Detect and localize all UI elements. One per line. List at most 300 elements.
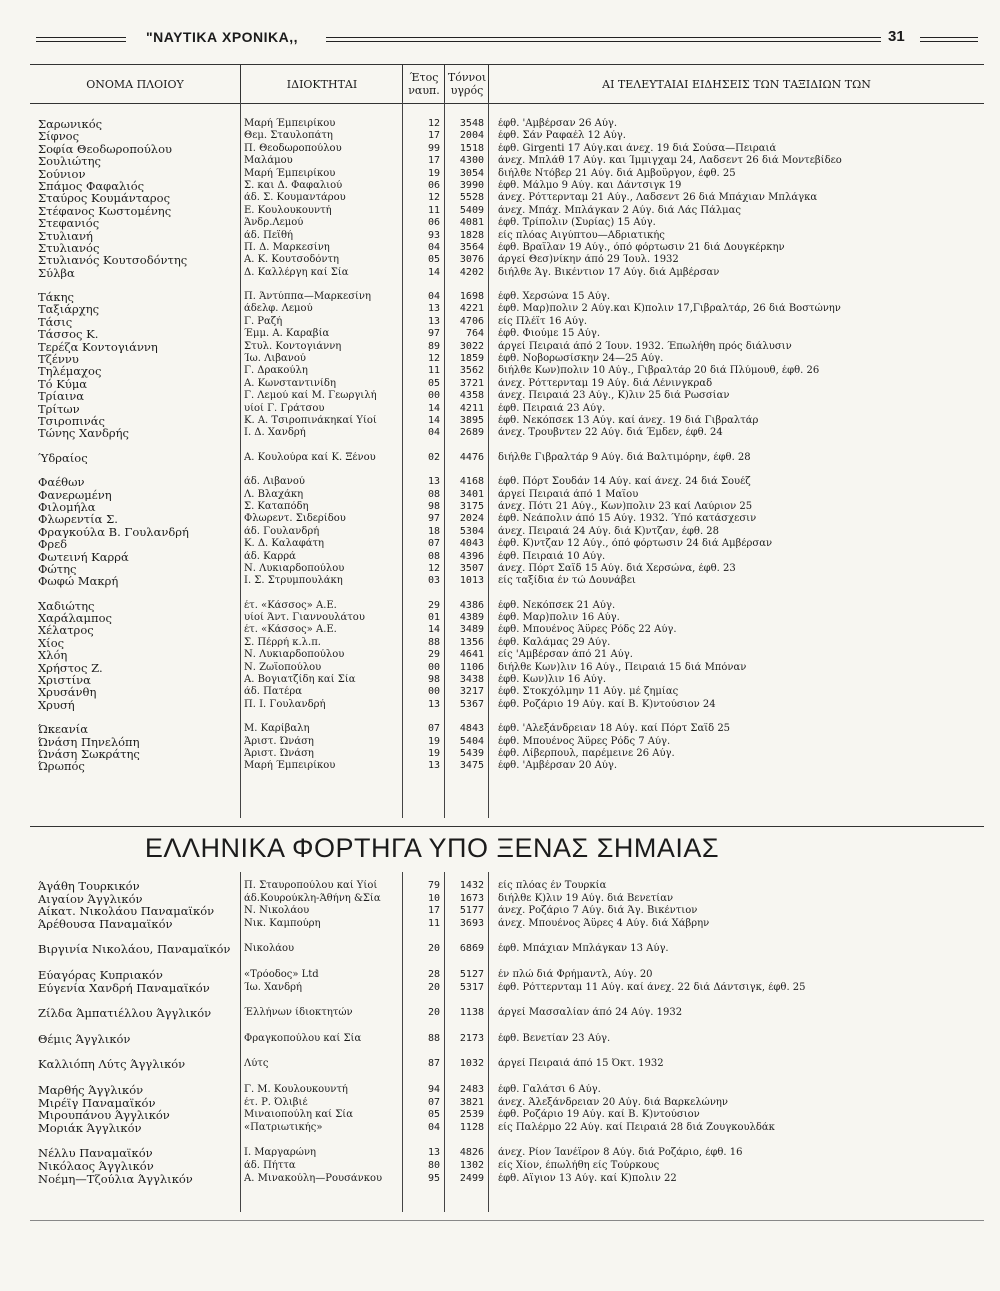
voyage-news: έφθ. Νεκόπσεκ 21 Αύγ. bbox=[498, 599, 616, 611]
build-year: 14 bbox=[427, 414, 440, 426]
voyage-news: έφθ. Μπουένος Άϋρες Ρόδς 7 Αύγ. bbox=[498, 735, 671, 747]
owners: Λ. Βλαχάκη bbox=[244, 488, 304, 500]
owners: Μαλάμου bbox=[244, 155, 293, 167]
build-year: 08 bbox=[427, 550, 440, 562]
owners: Έμμ. Α. Καραβία bbox=[244, 328, 330, 340]
voyage-news: άνεχ. Ρίον Ίανέϊρον 8 Αύγ. διά Ροζάριο, έφθ. 16 bbox=[498, 1147, 743, 1159]
voyage-news: έφθ. 'Αλεξάνδρειαν 18 Αύγ. καί Πόρτ Σαΐδ 25 bbox=[498, 723, 731, 735]
voyage-news: άνεχ. Μπάχ. Μπλάγκαν 2 Αύγ. διά Λάς Πάλμας bbox=[498, 204, 742, 216]
owners: Άριστ. Ώνάση bbox=[244, 747, 314, 759]
table-row bbox=[30, 168, 970, 180]
voyage-news: έφθ. Μαρ)πολιν 16 Αύγ. bbox=[498, 612, 620, 624]
ship-name: Ώνάση Σωκράτης bbox=[38, 747, 140, 761]
voyage-news: έφθ. Πόρτ Σουδάν 14 Αύγ. καί άνεχ. 24 διά Σουέζ bbox=[498, 476, 751, 488]
voyage-news: έφθ. Αϊγιον 13 Αύγ. καί Κ)πολιν 22 bbox=[498, 1172, 677, 1184]
voyage-news: άνεχ. Ρόττερνταμ 19 Αύγ. διά Λένινγκραδ bbox=[498, 377, 713, 389]
tonnage: 3990 bbox=[459, 179, 484, 191]
voyage-news: διήλθε Κων)πολιν 10 Αύγ., Γιβραλτάρ 20 διά Πλύμουθ, έφθ. 26 bbox=[498, 365, 820, 377]
table-row bbox=[30, 217, 970, 229]
ship-name: Άγάθη Τουρκικόν bbox=[38, 880, 140, 893]
ship-name: Νικόλαος Άγγλικόν bbox=[38, 1159, 154, 1173]
owners: Άριστ. Ώνάση bbox=[244, 735, 314, 747]
ship-name: Σούνιον bbox=[38, 167, 86, 180]
table-row bbox=[30, 303, 970, 315]
voyage-news: έφθ. Νοβορωσίσκην 24—25 Αύγ. bbox=[498, 353, 664, 365]
build-year: 94 bbox=[427, 1083, 440, 1095]
build-year: 13 bbox=[427, 315, 440, 327]
voyage-news: άνεχ. Άλεξάνδρειαν 20 Αύγ. διά Βαρκελώνην bbox=[498, 1096, 728, 1108]
tonnage: 3821 bbox=[459, 1096, 484, 1108]
table-row bbox=[30, 760, 970, 772]
owners: Ν. Λυκιαρδοπούλου bbox=[244, 649, 345, 661]
table-row bbox=[30, 501, 970, 513]
table-row bbox=[30, 699, 970, 711]
build-year: 05 bbox=[427, 254, 440, 266]
table-row bbox=[30, 230, 970, 242]
ship-name: Ώρωπός bbox=[38, 760, 85, 773]
tonnage: 3507 bbox=[459, 562, 484, 574]
ship-name: Ταξιάρχης bbox=[38, 303, 100, 316]
owners: Σ. Καταπόδη bbox=[244, 500, 309, 512]
tonnage: 1013 bbox=[459, 575, 484, 587]
tonnage: 1032 bbox=[459, 1058, 484, 1070]
ship-name: Σοφία Θεοδωροπούλου bbox=[38, 142, 173, 156]
table-row bbox=[30, 943, 970, 956]
table-row bbox=[30, 242, 970, 254]
ship-group bbox=[30, 476, 970, 588]
owners: Α. Μινακούλη—Ρουσάνκου bbox=[244, 1172, 383, 1184]
ship-name: Σίφνος bbox=[38, 130, 80, 143]
ship-name: Τρίαινα bbox=[38, 390, 84, 403]
tonnage: 5304 bbox=[459, 525, 484, 537]
tonnage: 1128 bbox=[459, 1121, 484, 1133]
table-row bbox=[30, 452, 970, 464]
owners: άδ. Πατέρα bbox=[244, 686, 302, 698]
ship-name: Στεφανιός bbox=[38, 217, 100, 230]
ship-name: Φρεδ bbox=[38, 538, 68, 551]
build-year: 13 bbox=[427, 760, 440, 772]
ship-name: Χλόη bbox=[38, 649, 68, 662]
ship-name: Χρυσή bbox=[38, 698, 75, 712]
table-row bbox=[30, 600, 970, 612]
ship-name: Τρίτων bbox=[38, 402, 80, 415]
ship-name: Τηλέμαχος bbox=[38, 365, 102, 378]
tonnage: 4826 bbox=[459, 1147, 484, 1159]
voyage-news: έφθ. Μαρ)πολιν 2 Αύγ.και Κ)πολιν 17,Γιβραλτάρ, 26 διά Βοστώνην bbox=[498, 303, 841, 315]
tonnage: 4221 bbox=[459, 303, 484, 315]
tonnage: 4300 bbox=[459, 155, 484, 167]
ship-name: Αιγαίον Άγγλικόν bbox=[38, 892, 143, 906]
ship-name: Φραγκούλα Β. Γουλανδρή bbox=[38, 525, 189, 539]
build-year: 20 bbox=[427, 943, 440, 955]
build-year: 88 bbox=[427, 636, 440, 648]
build-year: 19 bbox=[427, 735, 440, 747]
owners: Φλωρεντ. Σιδερίδου bbox=[244, 513, 346, 525]
build-year: 14 bbox=[427, 624, 440, 636]
build-year: 17 bbox=[427, 905, 440, 917]
ship-name: Στυλιανή bbox=[38, 229, 93, 242]
owners: Ε. Κουλουκουντή bbox=[244, 204, 332, 216]
ship-name: Χριστίνα bbox=[38, 674, 91, 687]
voyage-news: είς πλόας έν Τουρκία bbox=[498, 880, 607, 891]
owners: Ι. Σ. Στρυμπουλάκη bbox=[244, 575, 343, 587]
ship-name: Φωφώ Μακρή bbox=[38, 575, 119, 588]
voyage-news: έφθ. Ροζάριο 19 Αύγ. καί Β. Κ)ντούσιον 24 bbox=[498, 698, 716, 710]
tonnage: 4202 bbox=[459, 266, 484, 278]
build-year: 93 bbox=[427, 229, 440, 241]
tonnage: 764 bbox=[465, 328, 484, 340]
ship-name: Χαδιώτης bbox=[38, 599, 95, 613]
tonnage: 4389 bbox=[459, 612, 484, 624]
tonnage: 4081 bbox=[459, 217, 484, 229]
owners: έτ. «Κάσσος» Α.Ε. bbox=[244, 599, 337, 611]
build-year: 03 bbox=[427, 575, 440, 587]
build-year: 06 bbox=[427, 179, 440, 191]
ship-group bbox=[30, 1033, 970, 1046]
tonnage: 1432 bbox=[459, 880, 484, 891]
build-year: 11 bbox=[427, 365, 440, 377]
ship-name: Αίκατ. Νικολάου Παναμαϊκόν bbox=[38, 905, 215, 918]
voyage-news: άνεχ. Ρόττερνταμ 21 Αύγ., Λαδσεντ 26 διά Μπάχιαν Μπλάγκα bbox=[498, 192, 818, 204]
tonnage: 4843 bbox=[459, 723, 484, 735]
bottom-rule bbox=[30, 1220, 984, 1231]
tonnage: 1698 bbox=[459, 291, 484, 303]
voyage-news: είς Πλέϊτ 16 Αύγ. bbox=[498, 315, 588, 327]
build-year: 98 bbox=[427, 500, 440, 512]
build-year: 01 bbox=[427, 612, 440, 624]
table-row bbox=[30, 969, 970, 982]
voyage-news: είς 'Αμβέρσαν άπό 21 Αύγ. bbox=[498, 649, 633, 661]
build-year: 12 bbox=[427, 118, 440, 129]
table-row bbox=[30, 723, 970, 735]
voyage-news: άργεί Πειραιά άπό 1 Μαΐου bbox=[498, 488, 639, 500]
owners: υίοί Γ. Γράτσου bbox=[244, 402, 325, 414]
ship-name: Χέλατρος bbox=[38, 624, 94, 637]
owners: Π. Θεοδωροπούλου bbox=[244, 142, 342, 154]
build-year: 04 bbox=[427, 1121, 440, 1133]
voyage-news: διήλθε Κ)λιν 19 Αύγ. διά Βενετίαν bbox=[498, 892, 674, 904]
voyage-news: είς πλόας Αιγύπτου—Αδριατικής bbox=[498, 229, 665, 241]
tonnage: 3217 bbox=[459, 686, 484, 698]
table-row bbox=[30, 130, 970, 142]
owners: άδ.Κουρούκλη-Άθήνη &Σία bbox=[244, 892, 381, 904]
tonnage: 3475 bbox=[459, 760, 484, 772]
table-row bbox=[30, 538, 970, 550]
ship-name: Σταύρος Κουμάνταρος bbox=[38, 192, 171, 205]
ship-name: Μοριάκ Άγγλικόν bbox=[38, 1121, 142, 1135]
col-year-header: Έτος ναυπ. bbox=[402, 65, 445, 103]
table-row bbox=[30, 155, 970, 167]
voyage-news: έφθ. Μάλμο 9 Αύγ. και Δάντσιγκ 19 bbox=[498, 179, 682, 191]
tonnage: 4168 bbox=[459, 476, 484, 488]
owners: Λύτς bbox=[244, 1058, 269, 1070]
owners: «Πατριωτικής» bbox=[244, 1121, 323, 1133]
owners: Π. Σταυροπούλου καί Υίοί bbox=[244, 880, 378, 891]
build-year: 08 bbox=[427, 488, 440, 500]
ship-group bbox=[30, 723, 970, 773]
owners: Άνδρ.Λεμού bbox=[244, 217, 304, 229]
build-year: 10 bbox=[427, 892, 440, 904]
voyage-news: έφθ. Βενετίαν 23 Αύγ. bbox=[498, 1032, 611, 1044]
build-year: 29 bbox=[427, 649, 440, 661]
tonnage: 1518 bbox=[459, 142, 484, 154]
voyage-news: έφθ. Μπάχιαν Μπλάγκαν 13 Αύγ. bbox=[498, 943, 669, 955]
table-row bbox=[30, 1097, 970, 1110]
ship-group bbox=[30, 1147, 970, 1185]
build-year: 00 bbox=[427, 686, 440, 698]
tonnage: 4706 bbox=[459, 315, 484, 327]
ship-name: Εύαγόρας Κυπριακόν bbox=[38, 968, 163, 982]
owners: Ν. Λυκιαρδοπούλου bbox=[244, 562, 345, 574]
voyage-news: άνεχ. Τρουβντεν 22 Αύγ. διά Έμδεν, έφθ. 24 bbox=[498, 427, 723, 439]
owners: Α. Κουλούρα καί Κ. Ξένου bbox=[244, 451, 376, 463]
table-row bbox=[30, 575, 970, 587]
owners: άδ. Λιβανού bbox=[244, 476, 305, 488]
build-year: 11 bbox=[427, 917, 440, 929]
voyage-news: έφθ. Girgenti 17 Αύγ.και άνεχ. 19 διά Σούσα—Πειραιά bbox=[498, 142, 777, 154]
tonnage: 3721 bbox=[459, 377, 484, 389]
ship-name: Νοέμη—Τζούλια Άγγλικόν bbox=[38, 1172, 193, 1186]
tonnage: 1828 bbox=[459, 229, 484, 241]
table-row bbox=[30, 624, 970, 636]
ship-group bbox=[30, 880, 970, 930]
col-tonnage-header: Τόννοι υγρός bbox=[444, 65, 489, 103]
owners: Α. Κωνσταντινίδη bbox=[244, 377, 336, 389]
table-row bbox=[30, 341, 970, 353]
build-year: 04 bbox=[427, 427, 440, 439]
owners: υίοί Άντ. Γιαννουλάτου bbox=[244, 612, 365, 624]
table-row bbox=[30, 1084, 970, 1097]
build-year: 13 bbox=[427, 1147, 440, 1159]
build-year: 06 bbox=[427, 217, 440, 229]
table-row bbox=[30, 291, 970, 303]
build-year: 05 bbox=[427, 377, 440, 389]
ship-name: Φανερωμένη bbox=[38, 488, 112, 501]
voyage-news: έφθ. Ρόττερνταμ 11 Αύγ. καί άνεχ. 22 διά Δάντσιγκ, έφθ. 25 bbox=[498, 981, 806, 993]
ship-name: Φλωρεντία Σ. bbox=[38, 513, 118, 526]
voyage-news: άνεχ. Πόρτ Σαΐδ 15 Αύγ. διά Χερσώνα, έφθ. 23 bbox=[498, 562, 736, 574]
voyage-news: έν πλώ διά Φρήμαντλ, Αύγ. 20 bbox=[498, 968, 653, 980]
ship-name: Σύλβα bbox=[38, 266, 75, 280]
table-row bbox=[30, 365, 970, 377]
owners: Μαρή Έμπειρίκου bbox=[244, 118, 336, 129]
build-year: 88 bbox=[427, 1032, 440, 1044]
voyage-news: έφθ. Καλάμας 29 Αύγ. bbox=[498, 636, 611, 648]
ship-name: Τάσσος Κ. bbox=[38, 328, 99, 341]
ship-name: Τερέζα Κοντογιάννη bbox=[38, 340, 158, 354]
table-row bbox=[30, 905, 970, 918]
owners: Α. Κ. Κουτσοδόντη bbox=[244, 254, 339, 266]
running-header bbox=[36, 28, 978, 54]
section-title: ΕΛΛΗΝΙΚΑ ΦΟΡΤΗΓΑ ΥΠΟ ΞΕΝΑΣ ΣΗΜΑΙΑΣ bbox=[144, 833, 720, 863]
owners: άδ. Γουλανδρή bbox=[244, 525, 320, 537]
table-row bbox=[30, 880, 970, 893]
build-year: 11 bbox=[427, 204, 440, 216]
table-row bbox=[30, 748, 970, 760]
header-rule bbox=[36, 37, 126, 42]
owners: Νικ. Καμπούρη bbox=[244, 917, 321, 929]
tonnage: 1859 bbox=[459, 353, 484, 365]
ship-group bbox=[30, 1007, 970, 1020]
voyage-news: έφθ. Βραΐλαν 19 Αύγ., όπό φόρτωσιν 21 διά Δουγκέρκην bbox=[498, 241, 785, 253]
owners: «Τρόοδος» Ltd bbox=[244, 968, 319, 980]
voyage-news: άνεχ. Πότι 21 Αύγ., Κων)πολιν 23 καί Λαύριον 25 bbox=[498, 500, 753, 512]
build-year: 14 bbox=[427, 402, 440, 414]
owners: έτ. Ρ. Όλιβιέ bbox=[244, 1096, 308, 1108]
tonnage: 4386 bbox=[459, 599, 484, 611]
voyage-news: έφθ. 'Αμβέρσαν 26 Αύγ. bbox=[498, 118, 618, 129]
owners: Ν. Νικολάου bbox=[244, 905, 310, 917]
owners: Π. Ι. Γουλανδρή bbox=[244, 698, 326, 710]
build-year: 04 bbox=[427, 291, 440, 303]
voyage-news: έφθ. Λίβερπουλ, παρέμεινε 26 Αύγ. bbox=[498, 747, 675, 759]
owners: Π. Άντύππα—Μαρκεσίνη bbox=[244, 291, 372, 303]
build-year: 13 bbox=[427, 303, 440, 315]
build-year: 87 bbox=[427, 1058, 440, 1070]
build-year: 95 bbox=[427, 1172, 440, 1184]
tonnage: 3895 bbox=[459, 414, 484, 426]
owners: Ίω. Χανδρή bbox=[244, 981, 302, 993]
owners: Γ. Ραζή bbox=[244, 315, 283, 327]
voyage-news: διήλθε Γιβραλτάρ 9 Αύγ. διά Βαλτιμόρην, έφθ. 28 bbox=[498, 451, 751, 463]
owners: Στυλ. Κοντογιάννη bbox=[244, 340, 342, 352]
tonnage: 5404 bbox=[459, 735, 484, 747]
voyage-news: άνεχ. Ροζάριο 7 Αύγ. διά Άγ. Βικέντιον bbox=[498, 905, 698, 917]
ship-group bbox=[30, 600, 970, 712]
table-row bbox=[30, 918, 970, 931]
owners: Γ. Λεμού καί Μ. Γεωργιλή bbox=[244, 390, 377, 402]
voyage-news: διήλθε Άγ. Βικέντιον 17 Αύγ. διά Αμβέρσαν bbox=[498, 266, 720, 278]
table-row bbox=[30, 254, 970, 266]
build-year: 12 bbox=[427, 353, 440, 365]
owners: άδ. Πεϊθή bbox=[244, 229, 293, 241]
owners: Μαρή Έμπειρίκου bbox=[244, 167, 336, 179]
table-row bbox=[30, 612, 970, 624]
ship-group bbox=[30, 118, 970, 279]
ship-name: Νέλλυ Παναμαϊκόν bbox=[38, 1147, 153, 1160]
tonnage: 3548 bbox=[459, 118, 484, 129]
tonnage: 4043 bbox=[459, 538, 484, 550]
table-row bbox=[30, 1173, 970, 1186]
build-year: 00 bbox=[427, 661, 440, 673]
table-row bbox=[30, 378, 970, 390]
table-row bbox=[30, 427, 970, 439]
owners: Ίω. Λιβανού bbox=[244, 353, 306, 365]
col-info-header: ΑΙ ΤΕΛΕΥΤΑΙΑΙ ΕΙΔΗΣΕΙΣ ΤΩΝ ΤΑΞΙΔΙΩΝ ΤΩΝ bbox=[488, 65, 984, 103]
voyage-news: άνεχ. Πειραιά 23 Αύγ., Κ)λιν 25 διά Ρωσσίαν bbox=[498, 390, 730, 402]
build-year: 17 bbox=[427, 155, 440, 167]
tonnage: 3562 bbox=[459, 365, 484, 377]
tonnage: 2173 bbox=[459, 1032, 484, 1044]
voyage-news: έφθ. Χερσώνα 15 Αύγ. bbox=[498, 291, 611, 303]
table-row bbox=[30, 982, 970, 995]
tonnage: 2689 bbox=[459, 427, 484, 439]
owners: έτ. «Κάσσος» Α.Ε. bbox=[244, 624, 337, 636]
voyage-news: έφθ. Ροζάριο 19 Αύγ. καί Β. Κ)ντούσιον bbox=[498, 1109, 700, 1121]
owners: άδελφ. Λεμού bbox=[244, 303, 313, 315]
table-row bbox=[30, 316, 970, 328]
voyage-news: διήλθε Κων)λιν 16 Αύγ., Πειραιά 15 διά Μπόναν bbox=[498, 661, 747, 673]
ship-name: Σαρωνικός bbox=[38, 118, 103, 131]
ship-name: Σουλιώτης bbox=[38, 155, 101, 168]
voyage-news: άνεχ. Μπλάθ 17 Αύγ. και Ίμμιγχαμ 24, Λαδσεντ 26 διά Μοντεβίδεο bbox=[498, 155, 842, 167]
build-year: 89 bbox=[427, 340, 440, 352]
ship-name: Τζέννυ bbox=[38, 353, 79, 366]
voyage-news: έφθ. Σάν Ραφαέλ 12 Αύγ. bbox=[498, 130, 626, 142]
build-year: 07 bbox=[427, 723, 440, 735]
table-row bbox=[30, 118, 970, 130]
owners: Ι. Μαργαρώνη bbox=[244, 1147, 317, 1159]
owners: Έλλήνων ίδιοκτητών bbox=[244, 1007, 353, 1019]
voyage-news: άργεί Πειραιά άπό 2 Ίουν. 1932. Έπωλήθη πρός διάλυσιν bbox=[498, 340, 792, 352]
owners: Μαρή Έμπειρίκου bbox=[244, 760, 336, 772]
table-row bbox=[30, 1147, 970, 1160]
voyage-news: έφθ. Πειραιά 23 Αύγ. bbox=[498, 402, 606, 414]
owners: Νικολάου bbox=[244, 943, 295, 955]
build-year: 28 bbox=[427, 968, 440, 980]
ship-name: Βιργινία Νικολάου, Παναμαϊκόν bbox=[38, 943, 231, 956]
voyage-news: έφθ. Κ)ντζαν 12 Αύγ., όπό φόρτωσιν 24 διά Αμβέρσαν bbox=[498, 538, 773, 550]
ship-name: Τάσις bbox=[38, 315, 73, 329]
tonnage: 3175 bbox=[459, 500, 484, 512]
build-year: 05 bbox=[427, 1109, 440, 1121]
voyage-news: άνεχ. Πειραιά 24 Αύγ. διά Κ)ντζαν, έφθ. 28 bbox=[498, 525, 720, 537]
ship-name: Τό Κύμα bbox=[38, 377, 88, 391]
tonnage: 1302 bbox=[459, 1159, 484, 1171]
journal-title: "ΝΑΥΤΙΚΑ ΧΡΟΝΙΚΑ,, bbox=[146, 29, 299, 45]
tonnage: 3076 bbox=[459, 254, 484, 266]
build-year: 19 bbox=[427, 167, 440, 179]
voyage-news: έφθ. 'Αμβέρσαν 20 Αύγ. bbox=[498, 760, 618, 772]
table-row bbox=[30, 674, 970, 686]
tonnage: 3489 bbox=[459, 624, 484, 636]
build-year: 79 bbox=[427, 880, 440, 891]
tonnage: 3401 bbox=[459, 488, 484, 500]
build-year: 98 bbox=[427, 674, 440, 686]
voyage-news: έφθ. Φιούμε 15 Αύγ. bbox=[498, 328, 600, 340]
build-year: 20 bbox=[427, 981, 440, 993]
ship-name: Τσιροπινάς bbox=[38, 414, 105, 428]
ship-name: Στυλιανός bbox=[38, 241, 100, 255]
ship-name: Τάκης bbox=[38, 291, 74, 304]
voyage-news: άργεί Θεσ)νίκην άπό 29 Ίουλ. 1932 bbox=[498, 254, 679, 266]
voyage-news: έφθ. Νεκόπσεκ 13 Αύγ. καί άνεχ. 19 διά Γιβραλτάρ bbox=[498, 414, 759, 426]
ship-name: Μαρθής Άγγλικόν bbox=[38, 1083, 144, 1097]
build-year: 97 bbox=[427, 513, 440, 525]
tonnage: 4358 bbox=[459, 390, 484, 402]
voyage-news: έφθ. Νεάπολιν άπό 15 Αύγ. 1932. Ύπό κατάσχεσιν bbox=[498, 513, 757, 525]
voyage-news: άνεχ. Μπουένος Άϋρες 4 Αύγ. διά Χάβρην bbox=[498, 917, 710, 929]
table-row bbox=[30, 390, 970, 402]
ship-name: Σπάμος Φαφαλιός bbox=[38, 179, 145, 193]
table-row bbox=[30, 736, 970, 748]
voyage-news: έφθ. Τρίπολιν (Συρίας) 15 Αύγ. bbox=[498, 217, 656, 229]
ship-name: Ώκεανία bbox=[38, 723, 88, 736]
ship-name: Φιλομήλα bbox=[38, 500, 96, 514]
build-year: 20 bbox=[427, 1007, 440, 1019]
ship-group bbox=[30, 943, 970, 956]
ship-name: Φώτης bbox=[38, 562, 77, 576]
tonnage: 4641 bbox=[459, 649, 484, 661]
build-year: 19 bbox=[427, 747, 440, 759]
tonnage: 2483 bbox=[459, 1083, 484, 1095]
owners: Ι. Δ. Χανδρή bbox=[244, 427, 306, 439]
owners: Κ. Α. Τσιροπινάκηκαί Υίοί bbox=[244, 414, 377, 426]
table-row bbox=[30, 489, 970, 501]
ship-name: Ύδραίος bbox=[38, 451, 88, 465]
tonnage: 3022 bbox=[459, 340, 484, 352]
build-year: 02 bbox=[427, 451, 440, 463]
